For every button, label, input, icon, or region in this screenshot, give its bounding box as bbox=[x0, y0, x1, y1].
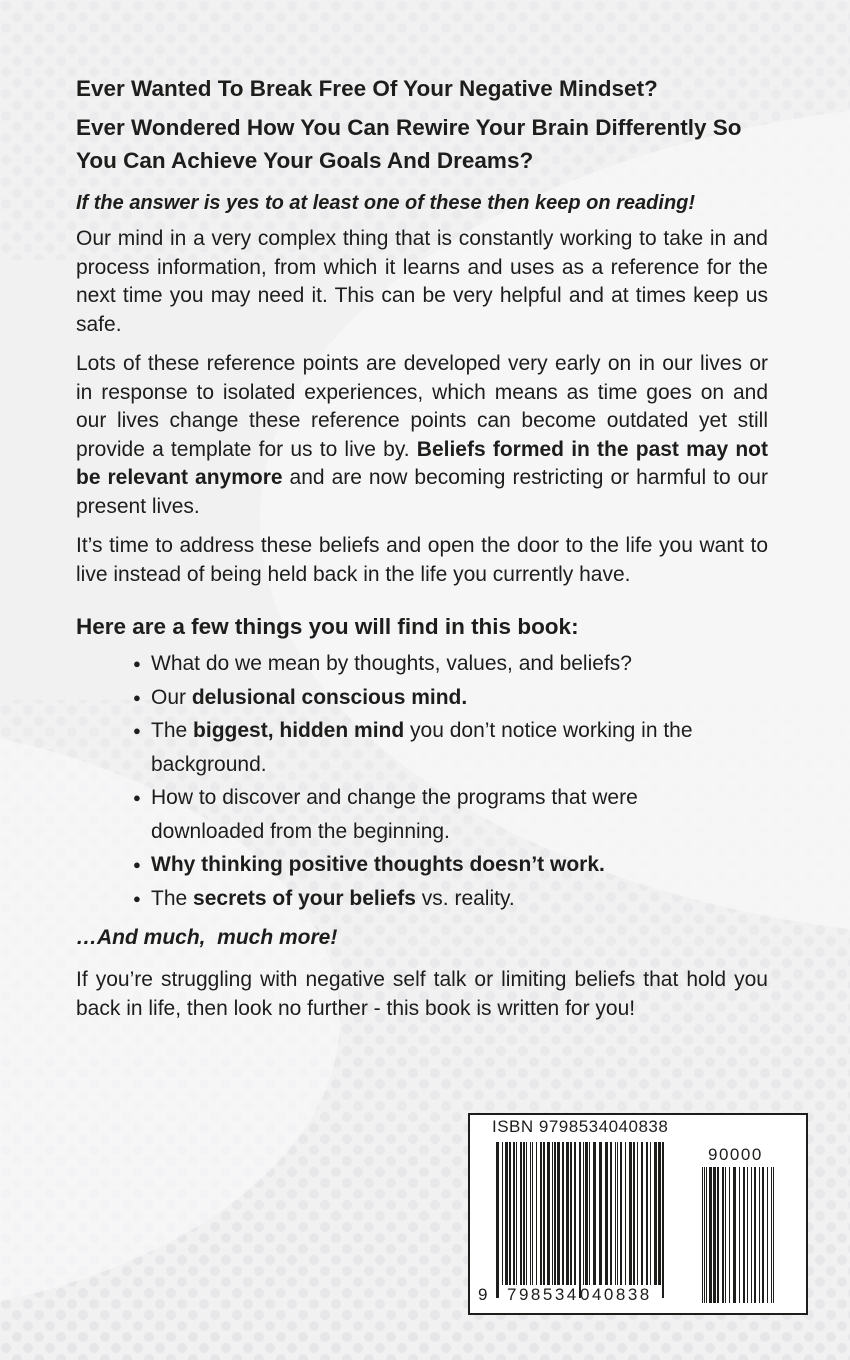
barcode-bar bbox=[625, 1142, 626, 1285]
list-item-text: The bbox=[151, 719, 194, 742]
barcode-bar bbox=[722, 1167, 724, 1303]
barcode-digit-lead: 9 bbox=[478, 1285, 490, 1304]
barcode-bar bbox=[605, 1142, 608, 1285]
price-code: 90000 bbox=[708, 1145, 763, 1164]
barcode-digits-left: 798534 bbox=[507, 1285, 579, 1304]
barcode-bar bbox=[505, 1142, 508, 1285]
barcode-bar bbox=[762, 1167, 764, 1303]
barcode-bar bbox=[516, 1142, 517, 1285]
barcode-bar bbox=[599, 1142, 602, 1285]
barcode-bar bbox=[767, 1167, 768, 1303]
barcode-bar bbox=[754, 1167, 756, 1303]
paragraph2-text-a: Lots of these reference points are developed very early on in our lives or in response to isolated experiences, which means as time goes on and our lives change these reference points can become outdated yet still provide a template for us to live by. bbox=[76, 352, 768, 461]
barcode-bar bbox=[593, 1142, 596, 1285]
paragraph2-text-b: and are now becoming restricting or harmful to our present lives. bbox=[76, 466, 768, 518]
barcode-bar bbox=[583, 1142, 584, 1285]
barcode-bar bbox=[729, 1167, 730, 1303]
barcode-bar bbox=[570, 1142, 572, 1285]
barcode-digits-right: 040838 bbox=[580, 1285, 652, 1304]
barcode-bar bbox=[702, 1167, 703, 1303]
barcode-bar bbox=[725, 1167, 726, 1303]
barcode-bar bbox=[629, 1142, 632, 1285]
barcode-bar bbox=[496, 1142, 499, 1298]
paragraph-address-beliefs: It’s time to address these beliefs and open the door to the life you want to live instead of being held back in the life you currently have. bbox=[76, 534, 768, 586]
barcode-bar bbox=[773, 1167, 774, 1303]
list-item-emphasis: Why thinking positive thoughts doesn’t work. bbox=[151, 853, 605, 876]
barcode-bar bbox=[706, 1167, 707, 1303]
barcode-bar bbox=[526, 1142, 527, 1285]
list-item-emphasis: biggest, hidden mind bbox=[193, 719, 405, 742]
barcode-bar bbox=[771, 1167, 772, 1303]
barcode-bar bbox=[654, 1142, 657, 1285]
list-item bbox=[133, 681, 707, 715]
list-item-text: The bbox=[151, 886, 194, 910]
list-item bbox=[133, 647, 707, 681]
barcode-bar bbox=[610, 1142, 612, 1285]
headline-negative-mindset: Ever Wanted To Break Free Of Your Negative Mindset? bbox=[76, 76, 658, 101]
barcode-bar bbox=[540, 1142, 542, 1285]
paragraph-mind-complexity: Our mind in a very complex thing that is constantly working to take in and process information, from which it learns and uses as a reference for the next time you may need it. This can be very helpful and at times keep us safe. bbox=[76, 227, 768, 336]
barcode-bar bbox=[513, 1142, 515, 1285]
barcode-bar bbox=[739, 1167, 740, 1303]
barcode-bar bbox=[566, 1142, 569, 1285]
barcode-bar bbox=[662, 1142, 664, 1298]
list-item-emphasis: secrets of your beliefs bbox=[193, 886, 416, 910]
paragraph-reference-points bbox=[76, 350, 768, 521]
list-item-text: you don’t notice working in the background. bbox=[151, 719, 693, 776]
barcode-bar bbox=[579, 1142, 581, 1298]
barcode-bar bbox=[543, 1142, 545, 1285]
list-item-text: Our bbox=[151, 685, 192, 709]
barcode-bar bbox=[717, 1167, 719, 1303]
list-item bbox=[133, 714, 707, 781]
list-item bbox=[133, 882, 707, 916]
features-list bbox=[76, 647, 768, 915]
barcode-bar bbox=[557, 1142, 560, 1285]
barcode-bar bbox=[547, 1142, 550, 1285]
barcode-bar bbox=[554, 1142, 556, 1285]
isbn-label: ISBN 9798534040838 bbox=[492, 1117, 669, 1136]
list-item bbox=[133, 781, 707, 848]
barcode-bar bbox=[509, 1142, 511, 1285]
barcode-bar bbox=[585, 1142, 588, 1285]
barcode-bar bbox=[704, 1167, 705, 1303]
list-item-text: vs. reality. bbox=[415, 886, 515, 910]
barcode-bars bbox=[470, 1115, 806, 1313]
barcode-bar bbox=[733, 1167, 736, 1303]
barcode-bar bbox=[536, 1142, 537, 1285]
barcode-bar bbox=[520, 1142, 522, 1285]
back-cover-copy bbox=[76, 72, 768, 1023]
barcode-bar bbox=[747, 1167, 748, 1303]
closing-paragraph: If you’re struggling with negative self talk or limiting beliefs that hold you back in life, then look no further - this book is written for you! bbox=[76, 968, 768, 1020]
intro-line: If the answer is yes to at least one of these then keep on reading! bbox=[76, 192, 696, 214]
barcode-bar bbox=[637, 1142, 638, 1285]
barcode-bar bbox=[589, 1142, 590, 1285]
barcode-bar bbox=[759, 1167, 760, 1303]
barcode-bar bbox=[523, 1142, 525, 1285]
barcode-bar bbox=[615, 1142, 616, 1285]
barcode-bar bbox=[633, 1142, 635, 1285]
headline-rewire-brain: Ever Wondered How You Can Rewire Your Brain Differently So You Can Achieve Your Goals And Dreams? bbox=[76, 115, 742, 173]
list-item-text: What do we mean by thoughts, values, and beliefs? bbox=[151, 652, 632, 675]
barcode-bar bbox=[743, 1167, 745, 1303]
barcode-bar bbox=[650, 1142, 651, 1285]
features-heading: Here are a few things you will find in this book: bbox=[76, 614, 579, 639]
barcode-bar bbox=[552, 1142, 553, 1285]
list-item-emphasis: delusional conscious mind. bbox=[191, 685, 468, 709]
isbn-barcode bbox=[468, 1113, 808, 1315]
barcode-bar bbox=[641, 1142, 643, 1285]
barcode-bar bbox=[658, 1142, 661, 1285]
barcode-bar bbox=[646, 1142, 648, 1285]
barcode-bar bbox=[532, 1142, 533, 1285]
paragraph2-emphasis: Beliefs formed in the past may not be relevant anymore bbox=[76, 437, 768, 489]
list-item-text: How to discover and change the programs that were downloaded from the beginning. bbox=[151, 786, 638, 843]
barcode-bar bbox=[530, 1142, 531, 1285]
barcode-bar bbox=[620, 1142, 622, 1285]
barcode-bar bbox=[574, 1142, 576, 1285]
barcode-bar bbox=[617, 1142, 618, 1285]
barcode-bar bbox=[713, 1167, 716, 1303]
and-much-more: …And much, much more! bbox=[76, 926, 338, 949]
barcode-bar bbox=[562, 1142, 564, 1285]
barcode-bar bbox=[751, 1167, 752, 1303]
barcode-bar bbox=[709, 1167, 712, 1303]
barcode-bar bbox=[502, 1142, 503, 1285]
list-item bbox=[133, 848, 707, 882]
